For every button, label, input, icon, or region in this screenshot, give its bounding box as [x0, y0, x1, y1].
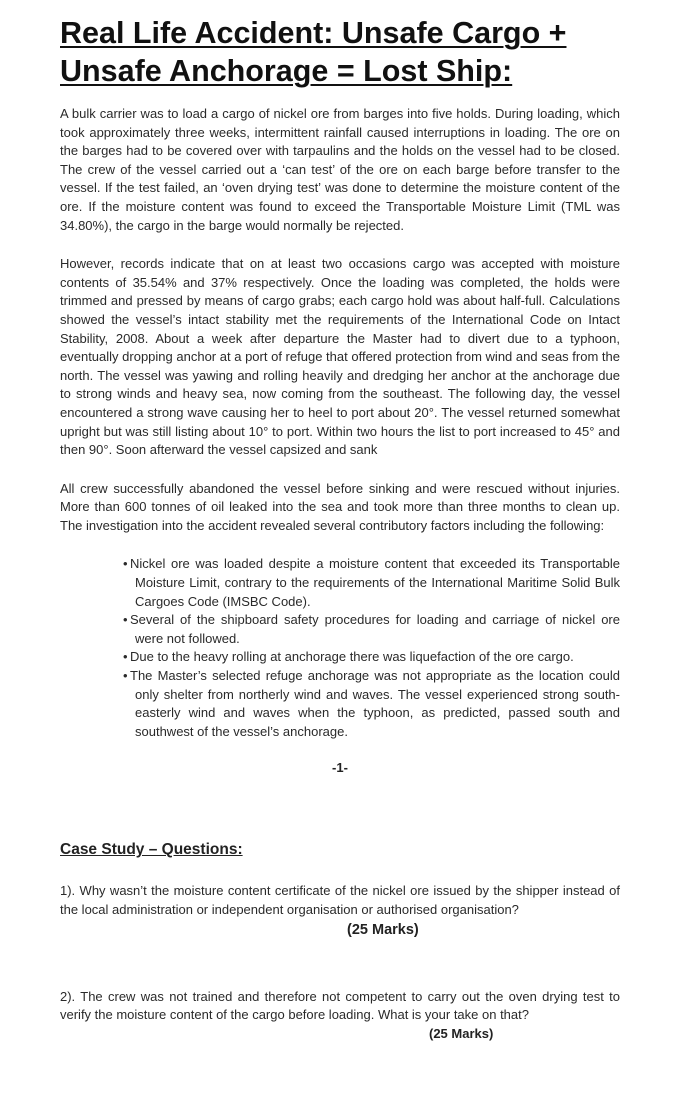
list-item-text: Several of the shipboard safety procedures for loading and carriage of nickel ore were not followed.	[130, 612, 620, 646]
bullet-icon: •	[123, 649, 128, 665]
question-2-marks: (25 Marks)	[429, 1025, 494, 1041]
list-item	[116, 611, 620, 648]
question-1: 1). Why wasn’t the moisture content certificate of the nickel ore issued by the shipper instead of the local administration or independent organisation or authorised organisation?	[60, 883, 620, 917]
bullet-icon: •	[123, 668, 128, 684]
case-study-heading: Case Study – Questions:	[60, 841, 243, 859]
list-item	[116, 648, 620, 667]
document-page	[60, 14, 620, 1041]
page-number: -1-	[332, 760, 348, 776]
contributory-factors-list	[60, 555, 620, 741]
list-item	[116, 555, 620, 611]
document-title: Real Life Accident: Unsafe Cargo + Unsafe Anchorage = Lost Ship:	[60, 16, 567, 88]
list-item-text: Due to the heavy rolling at anchorage there was liquefaction of the ore cargo.	[130, 649, 574, 665]
list-item-text: The Master’s selected refuge anchorage was not appropriate as the location could only shelter from northerly wind and waves. The vessel experienced strong south-easterly wind and waves when the typhoon, as predicted, passed south and southwest of the vessel’s anchorage.	[130, 668, 620, 739]
question-2: 2). The crew was not trained and therefore not competent to carry out the oven drying test to verify the moisture content of the cargo before loading. What is your take on that?	[60, 988, 620, 1023]
bullet-icon: •	[123, 612, 128, 628]
paragraph-investigation: All crew successfully abandoned the vessel before sinking and were rescued without injuries. More than 600 tonnes of oil leaked into the sea and took more than three months to clean up. The investigation into the accident revealed several contributory factors including the following:	[60, 480, 620, 533]
paragraph-voyage: However, records indicate that on at least two occasions cargo was accepted with moisture contents of 35.54% and 37% respectively. Once the loading was completed, the holds were trimmed and pressed by means of cargo grabs; each cargo hold was about half-full. Calculations showed the vessel’s intact stability met the requirements of the International Code on Intact Stability, 2008. About a week after departure the Master had to divert due to a typhoon, eventually dropping anchor at a port of refuge that offered protection from wind and seas from the north. The vessel was yawing and rolling heavily and dredging her anchor at the anchorage due to strong winds and heavy sea, now coming from the southeast. The following day, the vessel encountered a strong wave causing her to heel to port about 20°. The vessel returned somewhat upright but was still listing about 10° to port. Within two hours the list to port increased to 45° and then 90°. Soon afterward the vessel capsized and sank	[60, 256, 620, 458]
question-1-marks: (25 Marks)	[347, 921, 419, 938]
list-item	[116, 667, 620, 741]
list-item-text: Nickel ore was loaded despite a moisture content that exceeded its Transportable Moisture Limit, contrary to the requirements of the International Maritime Solid Bulk Cargoes Code (IMSBC Code).	[130, 556, 620, 609]
bullet-icon: •	[123, 556, 128, 572]
paragraph-loading: A bulk carrier was to load a cargo of nickel ore from barges into five holds. During loading, which took approximately three weeks, intermittent rainfall caused interruptions in loading. The ore on the barges had to be covered over with tarpaulins and the holds on the vessel had to be closed. The crew of the vessel carried out a ‘can test’ of the ore on each barge before transfer to the vessel. If the test failed, an ‘oven drying test’ was done to determine the moisture content of the ore. If the moisture content was found to exceed the Transportable Moisture Limit (TML was 34.80%), the cargo in the barge would normally be rejected.	[60, 106, 620, 233]
